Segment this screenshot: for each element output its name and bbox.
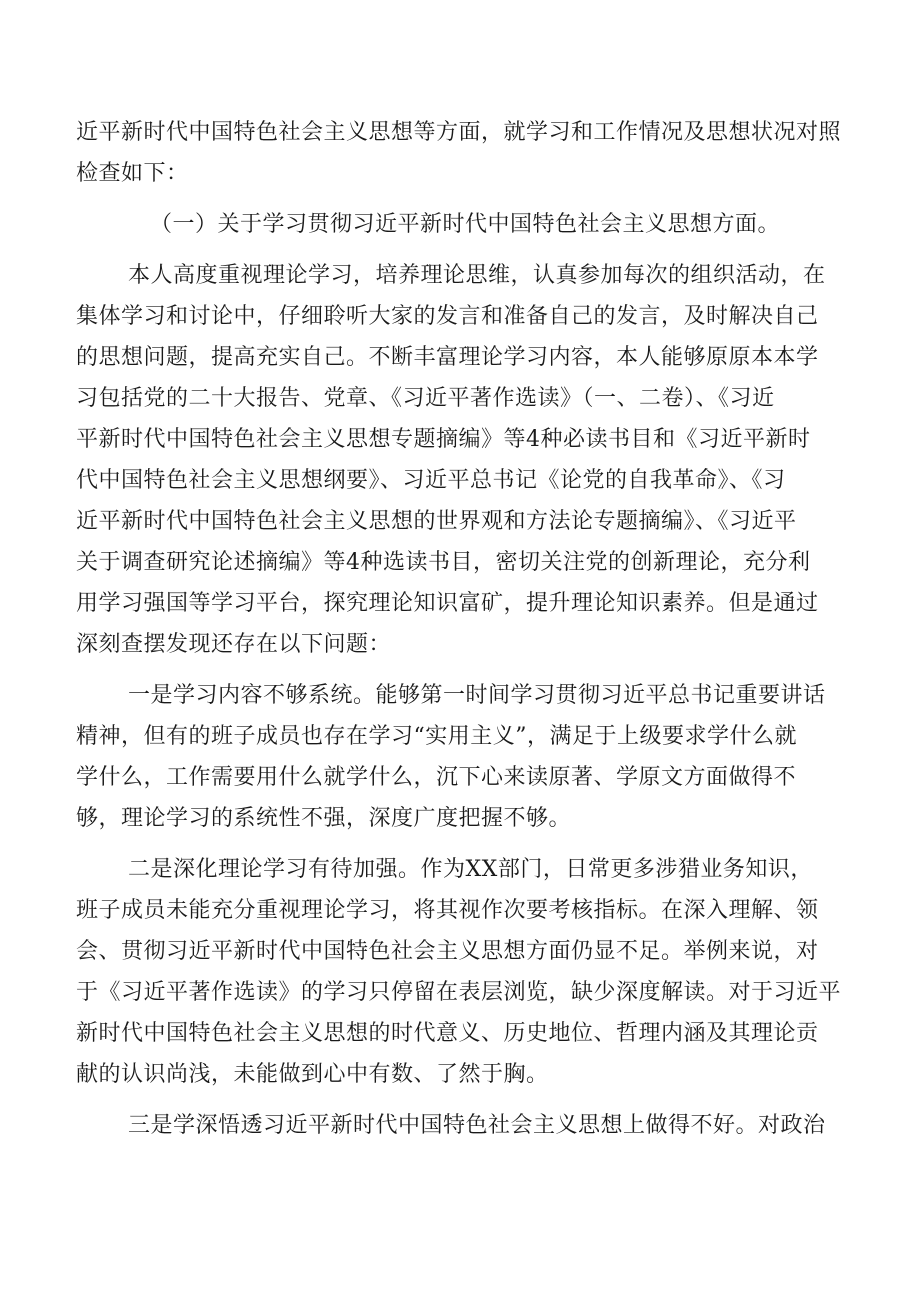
text-line: 习包括党的二十大报告、党章、《习近平著作选读》（一、二卷）、《习近 xyxy=(76,386,775,411)
text-line: 近平新时代中国特色社会主义思想等方面，就学习和工作情况及思想状况对照 xyxy=(76,120,842,145)
text-line: 一是学习内容不够系统。能够第一时间学习贯彻习近平总书记重要讲话 xyxy=(128,683,826,708)
text-line: 新时代中国特色社会主义思想的时代意义、历史地位、哲理内涵及其理论贡 xyxy=(76,1021,819,1046)
text-line: 班子成员未能充分重视理论学习，将其视作次要考核指标。在深入理解、领 xyxy=(76,898,819,923)
text-line: 三是学深悟透习近平新时代中国特色社会主义思想上做得不好。对政治 xyxy=(128,1113,826,1138)
document-body xyxy=(76,112,856,1146)
text-line: 二是深化理论学习有待加强。作为XX部门，日常更多涉猎业务知识， xyxy=(128,857,813,882)
text-line: 献的认识尚浅，未能做到心中有数、了然于胸。 xyxy=(76,1062,549,1087)
paragraph xyxy=(76,112,856,194)
text-line: 学什么，工作需要用什么就学什么，沉下心来读原著、学原文方面做得不 xyxy=(76,765,797,790)
text-line: 检查如下： xyxy=(76,161,189,186)
text-line: 用学习强国等学习平台，探究理论知识富矿，提升理论知识素养。但是通过 xyxy=(76,591,819,616)
paragraph-gap xyxy=(76,245,856,255)
paragraph xyxy=(76,1105,856,1146)
text-line: （一）关于学习贯彻习近平新时代中国特色社会主义思想方面。 xyxy=(150,212,781,237)
text-line: 于《习近平著作选读》的学习只停留在表层浏览，缺少深度解读。对于习近平 xyxy=(76,980,842,1005)
paragraph-gap xyxy=(76,665,856,675)
paragraph-gap xyxy=(76,1095,856,1105)
paragraph xyxy=(76,849,856,1095)
text-line: 精神，但有的班子成员也存在学习“实用主义”，满足于上级要求学什么就 xyxy=(76,724,797,749)
text-line: 近平新时代中国特色社会主义思想的世界观和方法论专题摘编》、《习近平 xyxy=(76,509,797,534)
text-line: 的思想问题，提高充实自己。不断丰富理论学习内容，本人能够原原本本学 xyxy=(76,345,819,370)
section-heading xyxy=(76,204,856,245)
text-line: 关于调查研究论述摘编》等4种选读书目，密切关注党的创新理论，充分利 xyxy=(76,550,811,575)
paragraph-gap xyxy=(76,839,856,849)
paragraph-gap xyxy=(76,194,856,204)
text-line: 会、贯彻习近平新时代中国特色社会主义思想方面仍显不足。举例来说，对 xyxy=(76,939,819,964)
text-line: 本人高度重视理论学习，培养理论思维，认真参加每次的组织活动，在 xyxy=(128,263,826,288)
text-line: 深刻查摆发现还存在以下问题： xyxy=(76,632,392,657)
paragraph xyxy=(76,255,856,665)
text-line: 够，理论学习的系统性不强，深度广度把握不够。 xyxy=(76,806,572,831)
paragraph xyxy=(76,675,856,839)
text-line: 集体学习和讨论中，仔细聆听大家的发言和准备自己的发言，及时解决自己 xyxy=(76,304,819,329)
text-line: 代中国特色社会主义思想纲要》、习近平总书记《论党的自我革命》、《习 xyxy=(76,468,786,493)
text-line: 平新时代中国特色社会主义思想专题摘编》等4种必读书目和《习近平新时 xyxy=(76,427,811,452)
